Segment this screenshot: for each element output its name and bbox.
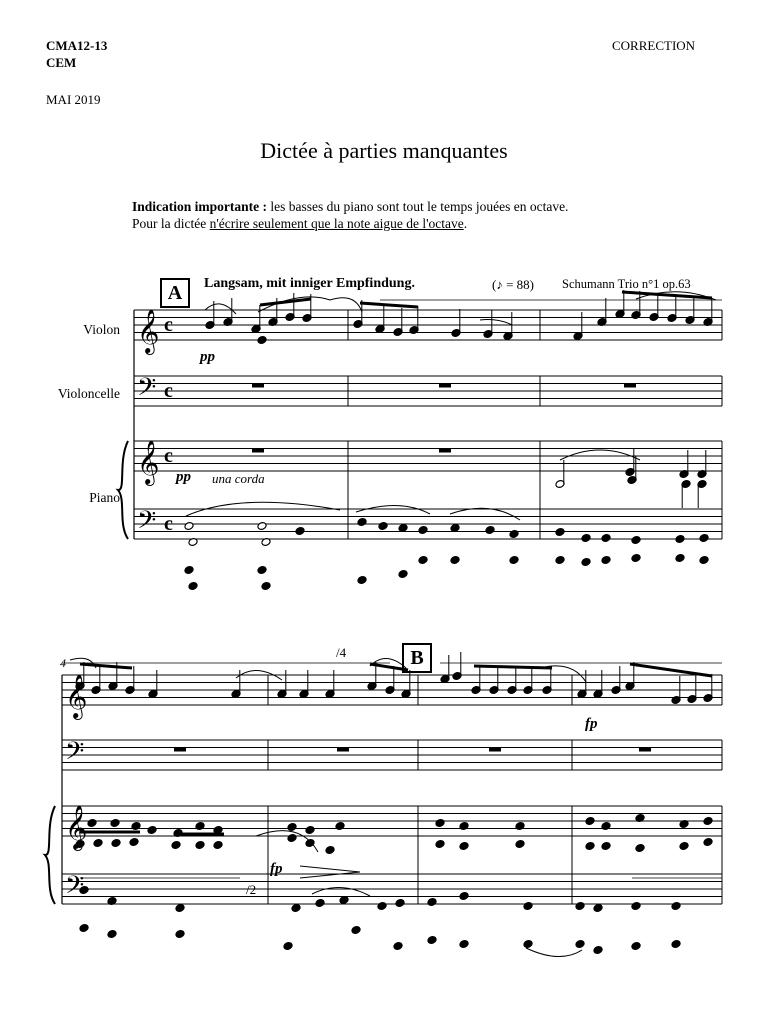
- note-head: [305, 839, 315, 848]
- note-head: [523, 940, 533, 949]
- note-head: [315, 899, 325, 908]
- annotation-slash-4: /4: [336, 645, 347, 660]
- note-head: [459, 940, 469, 949]
- dynamic-pp-violin: pp: [200, 349, 215, 365]
- treble-clef: 𝄞: [65, 674, 88, 718]
- note-head: [378, 522, 388, 531]
- note-head: [515, 840, 525, 849]
- note-head: [555, 556, 565, 565]
- institution: CEM: [46, 55, 77, 70]
- note-head: [459, 842, 469, 851]
- note-head: [575, 902, 585, 911]
- note-head: [107, 930, 117, 939]
- note-head: [575, 940, 585, 949]
- note-head: [87, 819, 97, 828]
- note-head: [287, 823, 297, 832]
- slur: [450, 508, 520, 520]
- note-head: [291, 904, 301, 913]
- note-head: [601, 556, 611, 565]
- note-head: [257, 336, 267, 345]
- note-head: [703, 817, 713, 826]
- slur: [356, 505, 430, 514]
- barlines: [62, 310, 722, 904]
- course-code: CMA12-13: [46, 38, 108, 53]
- note-head: [601, 534, 611, 543]
- note-head: [131, 822, 141, 831]
- instrument-label-piano: Piano: [89, 490, 120, 505]
- note-head: [601, 822, 611, 831]
- slur: [560, 450, 640, 460]
- beam: [260, 299, 311, 305]
- note-head: [261, 582, 271, 591]
- beam: [630, 664, 712, 676]
- instruction-line-2-suffix: .: [463, 216, 468, 231]
- note-head: [213, 841, 223, 850]
- note-head: [581, 558, 591, 567]
- whole-rest: [439, 384, 451, 388]
- whole-rest: [639, 748, 651, 752]
- note-head: [93, 839, 103, 848]
- piano-brace-sys2: [45, 806, 55, 904]
- whole-rest: [252, 449, 264, 453]
- treble-clef: 𝄞: [65, 805, 88, 849]
- note-head: [593, 946, 603, 955]
- beams: [80, 292, 712, 834]
- note-head: [357, 576, 367, 585]
- note-head: [257, 566, 267, 575]
- note-head: [435, 840, 445, 849]
- note-head: [283, 942, 293, 951]
- note-head: [257, 522, 267, 531]
- instruction-bold-label: Indication importante :: [132, 199, 267, 214]
- time-signature: c: [164, 380, 173, 402]
- note-head: [671, 940, 681, 949]
- bass-clef: 𝄢: [137, 506, 157, 541]
- beam: [360, 303, 418, 307]
- note-head: [509, 556, 519, 565]
- treble-clef: 𝄞: [137, 440, 160, 484]
- note-head: [398, 570, 408, 579]
- time-signature: c: [164, 314, 173, 336]
- note-head: [555, 528, 565, 537]
- note-head: [635, 844, 645, 853]
- note-head: [515, 822, 525, 831]
- note-head: [175, 904, 185, 913]
- rehearsal-mark-b: B: [402, 643, 432, 673]
- note-head: [129, 838, 139, 847]
- instruction-underlined: n'écrire seulement que la note aigue de l'octave: [209, 216, 464, 231]
- tempo-bpm: (♪ = 88): [492, 277, 534, 292]
- note-head: [631, 554, 641, 563]
- whole-rest: [252, 384, 264, 388]
- dynamic-fp-piano: fp: [270, 861, 283, 877]
- correction-label: CORRECTION: [612, 38, 696, 53]
- note-head: [351, 926, 361, 935]
- note-head: [459, 892, 469, 901]
- note-head: [631, 536, 641, 545]
- note-head: [581, 534, 591, 543]
- bass-clef: 𝄢: [137, 373, 157, 408]
- note-head: [188, 582, 198, 591]
- dynamic-fp-violin: fp: [585, 716, 598, 732]
- note-head: [703, 838, 713, 847]
- bass-clef: 𝄢: [65, 737, 85, 772]
- note-head: [418, 556, 428, 565]
- note-head: [79, 924, 89, 933]
- note-head: [631, 942, 641, 951]
- bass-clef: 𝄢: [65, 871, 85, 906]
- note-head: [110, 819, 120, 828]
- beam: [622, 292, 712, 298]
- rehearsal-mark-a: A: [160, 278, 190, 308]
- note-head: [147, 826, 157, 835]
- note-head: [287, 834, 297, 843]
- note-head: [601, 842, 611, 851]
- note-head: [305, 826, 315, 835]
- note-head: [675, 554, 685, 563]
- note-head: [427, 936, 437, 945]
- note-head: [195, 841, 205, 850]
- note-head: [184, 566, 194, 575]
- note-head: [295, 527, 305, 536]
- note-head: [459, 822, 469, 831]
- note-head: [509, 530, 519, 539]
- note-head: [377, 902, 387, 911]
- note-head: [325, 846, 335, 855]
- note-head: [435, 819, 445, 828]
- staff-lines: [62, 310, 722, 904]
- date: MAI 2019: [46, 92, 101, 107]
- whole-rest: [439, 449, 451, 453]
- note-head: [357, 518, 367, 527]
- note-head: [593, 904, 603, 913]
- dynamic-pp-piano: pp: [176, 469, 191, 485]
- note-head: [195, 822, 205, 831]
- note-head: [631, 902, 641, 911]
- instruction-line-2-prefix: Pour la dictée: [132, 216, 210, 231]
- note-head: [485, 526, 495, 535]
- note-head: [675, 535, 685, 544]
- note-head: [184, 522, 194, 531]
- note-head: [585, 842, 595, 851]
- note-head: [395, 899, 405, 908]
- note-head: [699, 534, 709, 543]
- beam: [80, 664, 132, 668]
- measure-number-4: 4: [60, 656, 66, 670]
- page-title: Dictée à parties manquantes: [260, 138, 508, 163]
- composer-work: Schumann Trio n°1 op.63: [562, 277, 691, 291]
- note-head: [450, 556, 460, 565]
- note-head: [427, 898, 437, 907]
- whole-rest: [174, 748, 186, 752]
- instrument-label-violoncelle: Violoncelle: [57, 386, 120, 401]
- note-head: [175, 930, 185, 939]
- whole-rest: [624, 384, 636, 388]
- expression-una-corda: una corda: [212, 471, 265, 486]
- whole-rest: [489, 748, 501, 752]
- whole-rest: [337, 748, 349, 752]
- treble-clef: 𝄞: [137, 309, 160, 353]
- instrument-label-violon: Violon: [83, 322, 120, 337]
- note-head: [679, 842, 689, 851]
- note-head: [418, 526, 428, 535]
- note-head: [671, 902, 681, 911]
- note-head: [171, 841, 181, 850]
- slur: [480, 320, 512, 325]
- instruction-line-1-text: les basses du piano sont tout le temps jouées en octave.: [267, 199, 569, 214]
- note-head: [523, 902, 533, 911]
- tempo-marking: Langsam, mit inniger Empfindung.: [204, 276, 415, 291]
- note-head: [393, 942, 403, 951]
- time-signature: c: [164, 513, 173, 535]
- slur: [526, 948, 582, 957]
- decrescendo-hairpin: [300, 866, 360, 878]
- time-signature: c: [164, 445, 173, 467]
- annotation-slash-2: /2: [246, 882, 257, 897]
- note-head: [585, 817, 595, 826]
- note-head: [699, 556, 709, 565]
- note-head: [335, 822, 345, 831]
- note-head: [111, 839, 121, 848]
